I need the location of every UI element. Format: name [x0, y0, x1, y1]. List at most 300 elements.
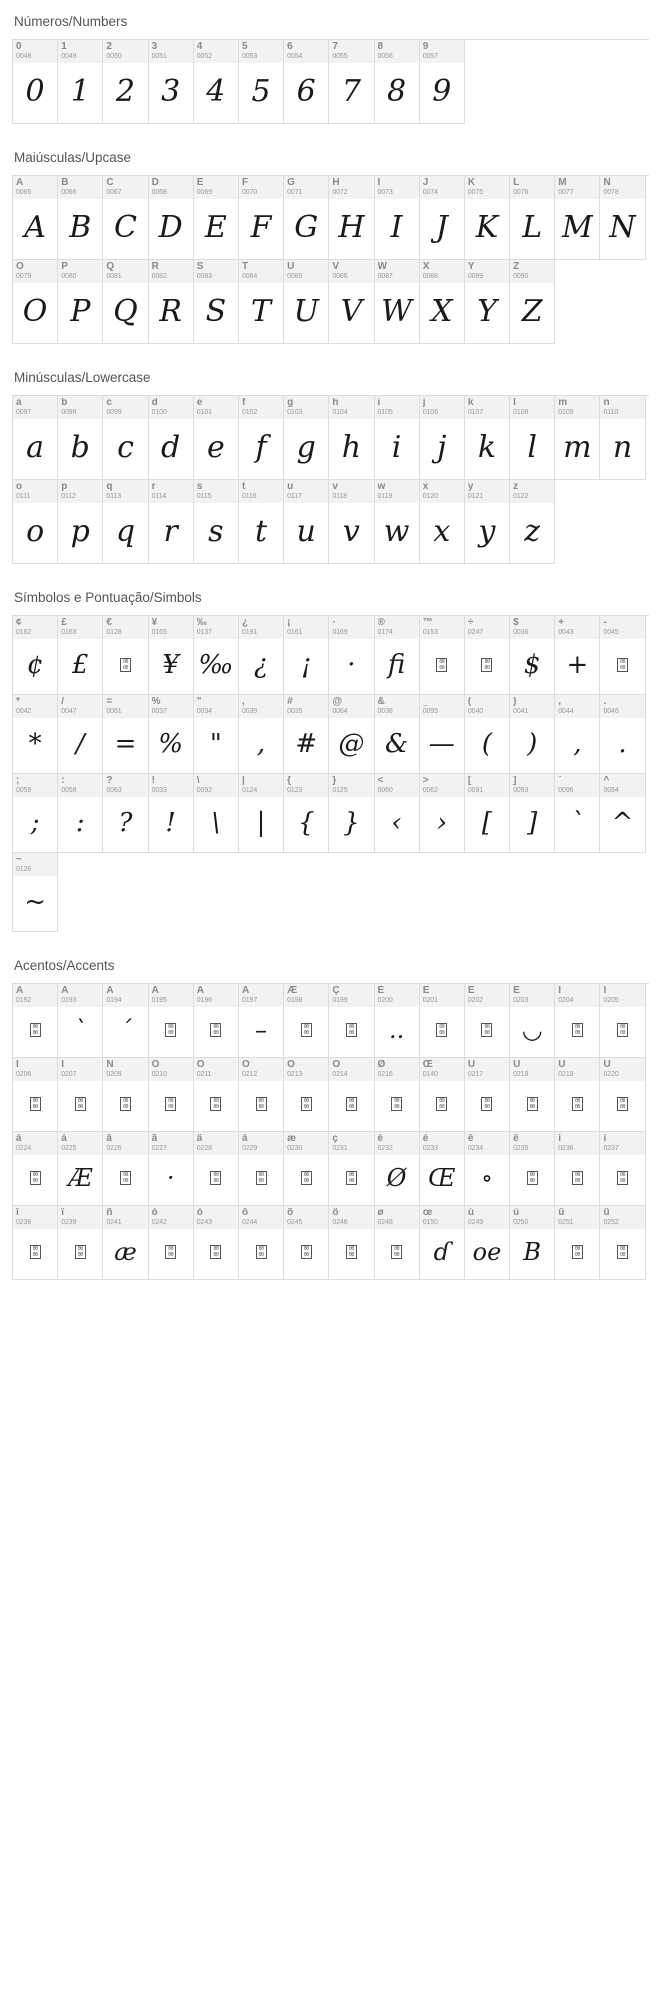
glyph-cell-header — [510, 984, 554, 1007]
glyph-code-label: 0066 — [61, 189, 77, 196]
notdef-box-icon: 00 00 — [346, 1097, 357, 1111]
glyph-cell[interactable] — [600, 176, 645, 260]
glyph-preview: q — [115, 513, 136, 549]
glyph-cell[interactable] — [420, 1132, 465, 1206]
glyph-cell[interactable] — [149, 616, 194, 695]
glyph-character-label: ; — [16, 776, 20, 786]
glyph-cell[interactable] — [329, 480, 374, 564]
glyph-character-label: Z — [513, 262, 520, 272]
glyph-cell[interactable] — [600, 984, 645, 1058]
glyph-cell[interactable] — [375, 616, 420, 695]
glyph-cell-header — [420, 176, 464, 199]
glyph-cell-header — [420, 396, 464, 419]
glyph-cell[interactable] — [194, 396, 239, 480]
glyph-code-label: 0119 — [377, 493, 393, 500]
glyph-cell[interactable] — [239, 396, 284, 480]
glyph-character-label: y — [467, 482, 474, 492]
glyph-cell[interactable] — [510, 176, 555, 260]
glyph-cell-header — [103, 616, 147, 639]
glyph-cell-header — [194, 480, 238, 503]
glyph-code-label: 0110 — [603, 409, 619, 416]
glyph-code-label: 0093 — [513, 787, 529, 794]
missing-glyph-box — [149, 1081, 193, 1131]
glyph-cell[interactable] — [239, 480, 284, 564]
glyph-cell[interactable] — [103, 984, 148, 1058]
glyph-cell[interactable] — [465, 260, 510, 344]
glyph-cell[interactable] — [555, 396, 600, 480]
glyph-cell[interactable] — [13, 1132, 58, 1206]
glyph-cell-header — [329, 40, 373, 63]
notdef-box-icon: 00 00 — [210, 1171, 221, 1185]
glyph-code-label: 0233 — [422, 1145, 438, 1152]
glyph-cell[interactable] — [239, 1206, 284, 1280]
glyph-cell[interactable] — [13, 260, 58, 344]
glyph-cell-header — [555, 1132, 599, 1155]
glyph-cell[interactable] — [329, 260, 374, 344]
glyph-cell[interactable] — [58, 1132, 103, 1206]
notdef-box-icon: 00 00 — [256, 1097, 267, 1111]
glyph-character-label: x — [422, 482, 429, 492]
glyph-code-label: 0058 — [61, 787, 77, 794]
glyph-cell[interactable] — [149, 176, 194, 260]
glyph-code-label: 0097 — [16, 409, 32, 416]
glyph-cell[interactable] — [555, 1132, 600, 1206]
glyph-preview: Z — [521, 293, 543, 329]
glyph-cell[interactable] — [58, 1206, 103, 1280]
glyph-code-label: 0120 — [422, 493, 438, 500]
glyph-character-label: ~ — [16, 855, 22, 865]
glyph-cell-header — [58, 616, 102, 639]
glyph-character-label: $ — [513, 618, 519, 628]
glyph-cell[interactable] — [58, 984, 103, 1058]
glyph-cell-header — [13, 1206, 57, 1229]
glyph-cell[interactable] — [194, 774, 239, 853]
notdef-box-icon: 00 00 — [572, 1023, 583, 1037]
glyph-preview: m — [563, 429, 592, 465]
glyph-cell[interactable] — [13, 1058, 58, 1132]
glyph-cell[interactable] — [420, 616, 465, 695]
glyph-cell[interactable] — [149, 1058, 194, 1132]
glyph-cell[interactable] — [329, 616, 374, 695]
glyph-character-label: £ — [61, 618, 67, 628]
glyph-character-label: 0 — [16, 42, 22, 52]
glyph-cell[interactable] — [149, 774, 194, 853]
missing-glyph-box — [600, 1007, 644, 1057]
glyph-cell[interactable] — [239, 260, 284, 344]
glyph-code-label: 0080 — [61, 273, 77, 280]
glyph-cell[interactable] — [510, 695, 555, 774]
glyph-code-label: 0124 — [241, 787, 258, 794]
missing-glyph-box — [465, 1007, 509, 1057]
glyph-cell[interactable] — [239, 1132, 284, 1206]
glyph-character-label: E — [196, 178, 204, 188]
glyph-cell[interactable] — [284, 1206, 329, 1280]
glyph-cell[interactable] — [13, 616, 58, 695]
glyph-character-label: î — [16, 1208, 19, 1218]
glyph-code-label: 0102 — [241, 409, 258, 416]
glyph-cell[interactable] — [103, 480, 148, 564]
glyph-cell[interactable] — [284, 480, 329, 564]
glyph-cell[interactable] — [284, 774, 329, 853]
glyph-cell[interactable] — [58, 695, 103, 774]
glyph-character-label: / — [61, 697, 64, 707]
glyph-cell[interactable] — [239, 616, 284, 695]
glyph-cell[interactable] — [510, 616, 555, 695]
glyph-cell[interactable] — [103, 260, 148, 344]
glyph-cell[interactable] — [555, 984, 600, 1058]
glyph-cell-header — [103, 1058, 147, 1081]
glyph-cell[interactable] — [58, 774, 103, 853]
missing-glyph-box — [13, 1081, 57, 1131]
glyph-cell[interactable] — [13, 984, 58, 1058]
glyph-preview: h — [341, 429, 362, 465]
glyph-character-label: G — [287, 178, 295, 188]
glyph-cell[interactable] — [103, 176, 148, 260]
glyph-cell-header — [13, 396, 57, 419]
glyph-character-label: o — [16, 482, 23, 492]
glyph-cell[interactable] — [194, 1206, 239, 1280]
glyph-character-label: A — [16, 178, 24, 188]
glyph-cell[interactable] — [375, 260, 420, 344]
glyph-code-label: 0116 — [241, 493, 257, 500]
glyph-cell[interactable] — [284, 984, 329, 1058]
glyph-preview: * — [28, 728, 42, 759]
glyph-cell[interactable] — [329, 40, 374, 124]
glyph-cell[interactable] — [149, 984, 194, 1058]
glyph-cell[interactable] — [555, 176, 600, 260]
glyph-cell[interactable] — [600, 1132, 645, 1206]
glyph-cell[interactable] — [194, 176, 239, 260]
glyph-cell[interactable] — [13, 1206, 58, 1280]
glyph-cell[interactable] — [239, 774, 284, 853]
glyph-cell[interactable] — [510, 260, 555, 344]
glyph-cell[interactable] — [600, 774, 645, 853]
glyph-cell-header — [465, 1132, 509, 1155]
glyph-cell[interactable] — [375, 774, 420, 853]
glyph-cell-header — [13, 853, 57, 876]
notdef-box-icon: 00 00 — [30, 1245, 41, 1259]
glyph-grid — [12, 615, 649, 932]
glyph-code-label: 0249 — [467, 1219, 484, 1226]
glyph-cell[interactable] — [103, 1132, 148, 1206]
glyph-cell[interactable] — [194, 40, 239, 124]
glyph-cell[interactable] — [465, 396, 510, 480]
glyph-cell[interactable] — [194, 1132, 239, 1206]
glyph-cell[interactable] — [420, 480, 465, 564]
glyph-code-label: 0044 — [558, 708, 574, 715]
glyph-cell[interactable] — [13, 396, 58, 480]
glyph-cell[interactable] — [194, 984, 239, 1058]
glyph-cell[interactable] — [239, 40, 284, 124]
notdef-box-icon: 00 00 — [617, 1097, 628, 1111]
glyph-cell[interactable] — [103, 774, 148, 853]
glyph-preview: ´ — [119, 1016, 132, 1044]
notdef-box-icon: 00 00 — [30, 1171, 41, 1185]
glyph-cell[interactable] — [375, 40, 420, 124]
glyph-cell[interactable] — [58, 260, 103, 344]
glyph-cell[interactable] — [555, 616, 600, 695]
glyph-code-label: 0247 — [467, 629, 484, 636]
glyph-cell[interactable] — [103, 1206, 148, 1280]
glyph-code-label: 0034 — [196, 708, 212, 715]
glyph-cell[interactable] — [13, 774, 58, 853]
glyph-cell[interactable] — [510, 1206, 555, 1280]
glyph-cell-header — [600, 176, 644, 199]
missing-glyph-box — [239, 1155, 283, 1205]
glyph-cell[interactable] — [465, 176, 510, 260]
glyph-cell[interactable] — [194, 616, 239, 695]
glyph-cell[interactable] — [465, 1206, 510, 1280]
glyph-cell[interactable] — [284, 616, 329, 695]
glyph-cell[interactable] — [329, 1058, 374, 1132]
glyph-cell[interactable] — [329, 1132, 374, 1206]
glyph-character-label: ù — [467, 1208, 474, 1218]
glyph-cell[interactable] — [239, 695, 284, 774]
glyph-cell[interactable] — [510, 396, 555, 480]
glyph-cell[interactable] — [555, 774, 600, 853]
glyph-cell[interactable] — [13, 480, 58, 564]
glyph-character-label: D — [151, 178, 159, 188]
glyph-cell[interactable] — [600, 616, 645, 695]
glyph-cell[interactable] — [510, 774, 555, 853]
glyph-cell-header — [510, 480, 554, 503]
glyph-cell[interactable] — [329, 695, 374, 774]
glyph-code-label: 0162 — [16, 629, 32, 636]
glyph-cell-header — [284, 1058, 328, 1081]
glyph-cell[interactable] — [329, 396, 374, 480]
glyph-cell[interactable] — [13, 176, 58, 260]
glyph-cell[interactable] — [284, 176, 329, 260]
glyph-code-label: 0033 — [151, 787, 167, 794]
glyph-cell[interactable] — [420, 260, 465, 344]
glyph-code-label: 0227 — [151, 1145, 167, 1152]
glyph-character-label: q — [106, 482, 113, 492]
glyph-cell[interactable] — [284, 260, 329, 344]
glyph-cell[interactable] — [149, 260, 194, 344]
glyph-cell[interactable] — [13, 40, 58, 124]
glyph-character-label: s — [196, 482, 203, 492]
glyph-cell-header — [284, 260, 328, 283]
glyph-cell[interactable] — [465, 616, 510, 695]
glyph-cell[interactable] — [555, 1058, 600, 1132]
glyph-cell[interactable] — [510, 1058, 555, 1132]
glyph-preview: ¿ — [254, 649, 268, 680]
glyph-cell-header — [284, 40, 328, 63]
glyph-cell[interactable] — [149, 1206, 194, 1280]
glyph-cell[interactable] — [420, 984, 465, 1058]
glyph-cell[interactable] — [375, 176, 420, 260]
glyph-cell[interactable] — [194, 695, 239, 774]
glyph-cell[interactable] — [194, 260, 239, 344]
glyph-cell-header — [600, 1132, 644, 1155]
glyph-character-label: 9 — [422, 42, 429, 52]
glyph-cell[interactable] — [103, 695, 148, 774]
glyph-preview: R — [159, 293, 182, 329]
glyph-cell[interactable] — [149, 695, 194, 774]
glyph-character-label: É — [422, 986, 430, 996]
glyph-cell[interactable] — [329, 984, 374, 1058]
glyph-preview: w — [383, 513, 410, 549]
glyph-character-label: f — [241, 398, 246, 408]
glyph-cell[interactable] — [465, 984, 510, 1058]
glyph-cell[interactable] — [103, 616, 148, 695]
glyph-cell[interactable] — [375, 396, 420, 480]
missing-glyph-box — [375, 1229, 419, 1279]
glyph-specimen-page — [12, 14, 649, 1280]
glyph-code-label: 0043 — [558, 629, 574, 636]
glyph-cell[interactable] — [555, 1206, 600, 1280]
glyph-cell[interactable] — [375, 1132, 420, 1206]
glyph-cell-header — [555, 176, 599, 199]
glyph-cell[interactable] — [58, 616, 103, 695]
glyph-character-label: U — [287, 262, 295, 272]
glyph-cell[interactable] — [375, 480, 420, 564]
glyph-cell[interactable] — [239, 176, 284, 260]
glyph-preview: 5 — [251, 73, 271, 109]
glyph-code-label: 0103 — [287, 409, 303, 416]
glyph-cell-header — [284, 616, 328, 639]
glyph-cell[interactable] — [420, 176, 465, 260]
notdef-box-icon: 00 00 — [301, 1023, 312, 1037]
glyph-character-label: ® — [377, 618, 385, 628]
glyph-cell[interactable] — [465, 1058, 510, 1132]
glyph-cell[interactable] — [510, 984, 555, 1058]
notdef-box-icon: 00 00 — [301, 1097, 312, 1111]
glyph-cell[interactable] — [103, 396, 148, 480]
missing-glyph-box — [420, 1081, 464, 1131]
glyph-preview: j — [437, 429, 447, 465]
glyph-cell-header — [239, 1058, 283, 1081]
glyph-character-label: ™ — [422, 618, 433, 628]
section-title: Minúsculas/Lowercase — [14, 370, 151, 385]
glyph-cell[interactable] — [13, 695, 58, 774]
notdef-box-icon: 00 00 — [346, 1245, 357, 1259]
glyph-cell[interactable] — [58, 480, 103, 564]
glyph-cell[interactable] — [420, 695, 465, 774]
glyph-cell[interactable] — [375, 695, 420, 774]
glyph-cell[interactable] — [420, 774, 465, 853]
glyph-cell[interactable] — [510, 480, 555, 564]
glyph-cell[interactable] — [149, 40, 194, 124]
missing-glyph-box — [600, 639, 644, 694]
glyph-cell[interactable] — [555, 695, 600, 774]
glyph-cell[interactable] — [149, 396, 194, 480]
glyph-character-label: { — [287, 776, 292, 786]
glyph-preview: y — [478, 513, 496, 549]
glyph-cell[interactable] — [13, 853, 58, 932]
glyph-code-label: 0174 — [377, 629, 393, 636]
glyph-cell[interactable] — [420, 396, 465, 480]
glyph-grid — [12, 983, 649, 1280]
glyph-cell[interactable] — [329, 774, 374, 853]
glyph-cell[interactable] — [420, 1058, 465, 1132]
missing-glyph-box — [239, 1081, 283, 1131]
glyph-preview: . — [618, 728, 627, 759]
glyph-cell[interactable] — [284, 1058, 329, 1132]
glyph-preview: · — [166, 1164, 175, 1192]
glyph-cell[interactable] — [149, 1132, 194, 1206]
glyph-cell[interactable] — [420, 40, 465, 124]
glyph-cell[interactable] — [284, 695, 329, 774]
glyph-cell-header — [194, 40, 238, 63]
glyph-cell[interactable] — [510, 1132, 555, 1206]
glyph-cell[interactable] — [465, 774, 510, 853]
glyph-cell[interactable] — [58, 1058, 103, 1132]
glyph-code-label: 0235 — [513, 1145, 529, 1152]
glyph-cell[interactable] — [375, 1206, 420, 1280]
glyph-cell[interactable] — [103, 1058, 148, 1132]
missing-glyph-box — [375, 1081, 419, 1131]
glyph-cell[interactable] — [420, 1206, 465, 1280]
section-symbols — [12, 590, 649, 932]
glyph-cell[interactable] — [284, 40, 329, 124]
glyph-code-label: 0037 — [151, 708, 167, 715]
glyph-character-label: , — [241, 697, 245, 707]
glyph-preview: ? — [118, 807, 133, 838]
glyph-cell[interactable] — [329, 176, 374, 260]
glyph-cell[interactable] — [58, 176, 103, 260]
glyph-preview: % — [158, 728, 184, 759]
notdef-box-icon: 00 00 — [256, 1245, 267, 1259]
glyph-code-label: 0218 — [513, 1071, 529, 1078]
glyph-cell-header — [239, 40, 283, 63]
section-title: Números/Numbers — [14, 14, 128, 29]
glyph-cell[interactable] — [600, 695, 645, 774]
glyph-cell[interactable] — [329, 1206, 374, 1280]
glyph-cell[interactable] — [58, 40, 103, 124]
glyph-cell-header — [420, 984, 464, 1007]
glyph-cell[interactable] — [239, 984, 284, 1058]
glyph-code-label: 0096 — [558, 787, 574, 794]
glyph-cell[interactable] — [284, 396, 329, 480]
glyph-cell[interactable] — [375, 984, 420, 1058]
glyph-cell[interactable] — [600, 396, 645, 480]
glyph-character-label: 4 — [196, 42, 203, 52]
glyph-cell[interactable] — [194, 1058, 239, 1132]
glyph-cell[interactable] — [375, 1058, 420, 1132]
glyph-cell[interactable] — [239, 1058, 284, 1132]
glyph-cell[interactable] — [600, 1206, 645, 1280]
glyph-cell[interactable] — [284, 1132, 329, 1206]
glyph-cell[interactable] — [465, 695, 510, 774]
notdef-box-icon: 00 00 — [572, 1097, 583, 1111]
glyph-code-label: 0079 — [16, 273, 32, 280]
glyph-cell-header — [329, 480, 373, 503]
glyph-cell[interactable] — [600, 1058, 645, 1132]
glyph-cell[interactable] — [465, 480, 510, 564]
notdef-box-icon: 00 00 — [301, 1245, 312, 1259]
glyph-grid — [12, 39, 649, 124]
glyph-cell[interactable] — [194, 480, 239, 564]
glyph-code-label: 0107 — [467, 409, 484, 416]
glyph-cell[interactable] — [58, 396, 103, 480]
glyph-preview: 4 — [206, 73, 226, 109]
glyph-code-label: 0069 — [196, 189, 212, 196]
missing-glyph-box — [239, 1229, 283, 1279]
section-numbers — [12, 14, 649, 124]
glyph-code-label: 0225 — [61, 1145, 77, 1152]
glyph-cell[interactable] — [465, 1132, 510, 1206]
glyph-preview: { — [297, 807, 315, 838]
glyph-cell-header — [239, 176, 283, 199]
glyph-code-label: 0099 — [106, 409, 122, 416]
notdef-box-icon: 00 00 — [301, 1171, 312, 1185]
notdef-box-icon: 00 00 — [391, 1245, 402, 1259]
glyph-cell[interactable] — [103, 40, 148, 124]
glyph-character-label: W — [377, 262, 387, 272]
glyph-preview: fi — [387, 649, 406, 680]
glyph-cell[interactable] — [149, 480, 194, 564]
